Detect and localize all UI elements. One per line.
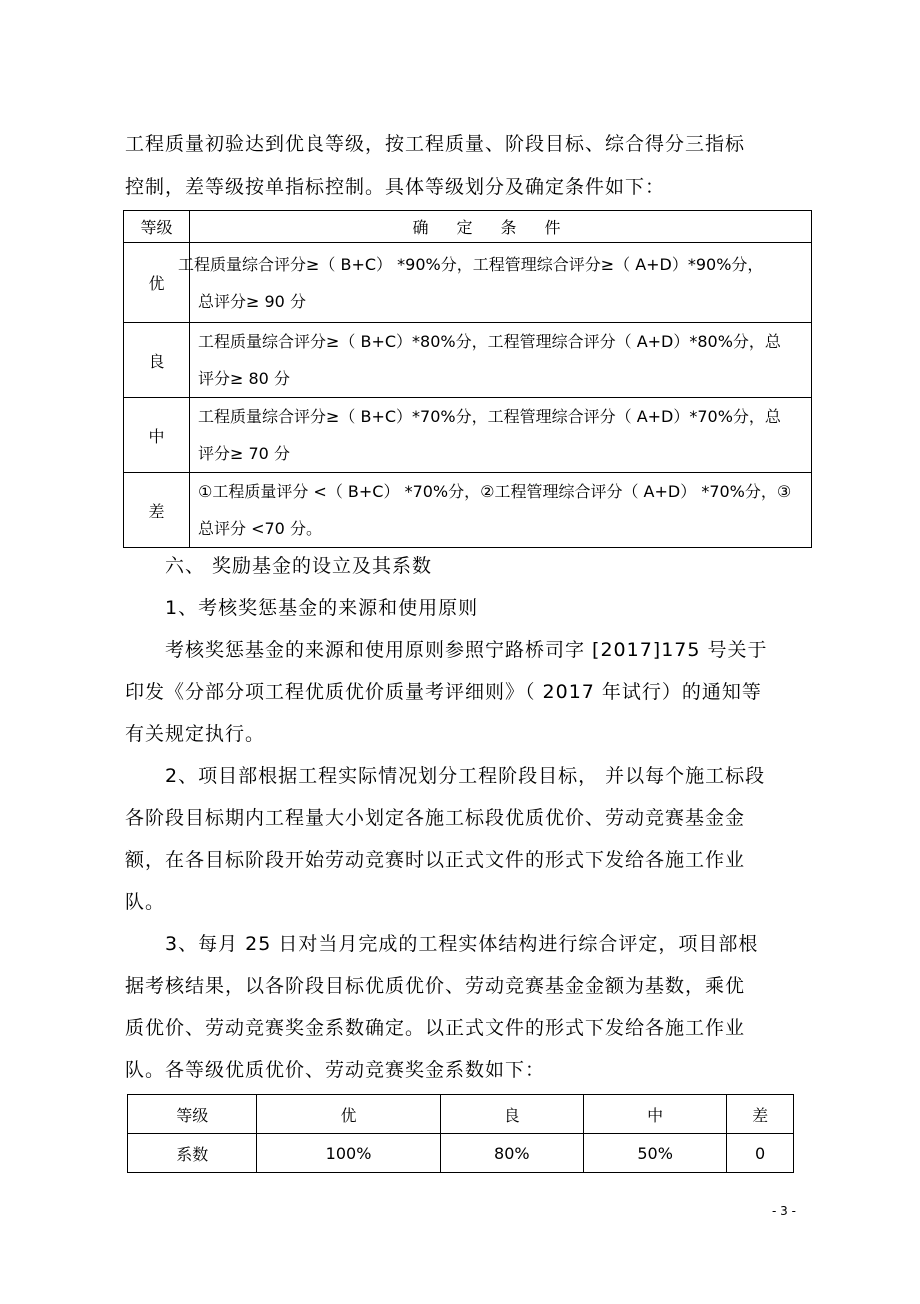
- condition-cell: [190, 473, 812, 548]
- condition-cell: [190, 323, 812, 398]
- section-6-title: 六、 奖励基金的设立及其系数: [165, 555, 433, 577]
- grade-row: [124, 473, 812, 548]
- paragraph-3-line: 据考核结果，以各阶段目标优质优价、劳动竞赛基金金额为基数，乘优: [125, 975, 746, 997]
- condition-cell: [190, 398, 812, 473]
- grade-cell: 优: [124, 243, 190, 323]
- grade-condition-table: [123, 210, 812, 548]
- intro-line-1: 工程质量初验达到优良等级，按工程质量、阶段目标、综合得分三指标: [125, 133, 746, 155]
- coef-header-cell: 差: [727, 1095, 794, 1134]
- coef-value-cell: 80%: [440, 1134, 583, 1173]
- paragraph-3-line: 队。各等级优质优价、劳动竞赛奖金系数如下：: [125, 1059, 546, 1081]
- coefficient-header-row: [128, 1095, 794, 1134]
- condition-line: 评分≥ 70 分: [198, 444, 290, 463]
- coef-value-cell: 0: [727, 1134, 794, 1173]
- condition-line: 总评分 <70 分。: [198, 519, 322, 538]
- paragraph-2-line: 队。: [125, 891, 166, 913]
- paragraph-2-line: 额，在各目标阶段开始劳动竞赛时以正式文件的形式下发给各施工作业: [125, 849, 746, 871]
- grade-cell: 中: [124, 398, 190, 473]
- condition-line: 工程质量综合评分≥（ B+C）*70%分，工程管理综合评分（ A+D）*70%分，总: [198, 407, 781, 426]
- coef-value-cell: 100%: [257, 1134, 440, 1173]
- grade-cell: 良: [124, 323, 190, 398]
- grade-row: [124, 243, 812, 323]
- paragraph-1-line: 考核奖惩基金的来源和使用原则参照宁路桥司字 [2017]175 号关于: [165, 639, 768, 661]
- coefficient-value-row: [128, 1134, 794, 1173]
- header-condition: 确定条件: [190, 211, 812, 243]
- grade-table-header-row: [124, 211, 812, 243]
- coef-header-cell: 等级: [128, 1095, 257, 1134]
- paragraph-1-line: 有关规定执行。: [125, 723, 266, 745]
- grade-row: [124, 323, 812, 398]
- coefficient-table: [127, 1094, 794, 1173]
- paragraph-3-line: 质优价、劳动竞赛奖金系数确定。以正式文件的形式下发给各施工作业: [125, 1017, 746, 1039]
- paragraph-3-line: 3、每月 25 日对当月完成的工程实体结构进行综合评定，项目部根: [165, 933, 759, 955]
- header-grade: 等级: [124, 211, 190, 243]
- condition-cell: [178, 243, 812, 323]
- grade-cell: 差: [124, 473, 190, 548]
- subsection-1-title: 1、考核奖惩基金的来源和使用原则: [165, 597, 479, 619]
- coef-value-cell: 50%: [583, 1134, 726, 1173]
- condition-line: ①工程质量评分 <（ B+C） *70%分，②工程管理综合评分（ A+D） *70%分，③: [198, 482, 792, 501]
- paragraph-2-line: 2、项目部根据工程实际情况划分工程阶段目标， 并以每个施工标段: [165, 765, 766, 787]
- paragraph-2-line: 各阶段目标期内工程量大小划定各施工标段优质优价、劳动竞赛基金金: [125, 807, 746, 829]
- grade-row: [124, 398, 812, 473]
- page-number: - 3 -: [772, 1204, 796, 1218]
- coef-header-cell: 良: [440, 1095, 583, 1134]
- paragraph-1-line: 印发《分部分项工程优质优价质量考评细则》（ 2017 年试行）的通知等: [125, 681, 762, 703]
- coef-header-cell: 优: [257, 1095, 440, 1134]
- condition-line: 评分≥ 80 分: [198, 369, 290, 388]
- condition-line: 总评分≥ 90 分: [198, 291, 306, 311]
- condition-line: 工程质量综合评分≥（ B+C） *90%分，工程管理综合评分≥（ A+D）*90%分，: [178, 254, 764, 274]
- coef-value-cell: 系数: [128, 1134, 257, 1173]
- condition-line: 工程质量综合评分≥（ B+C）*80%分，工程管理综合评分（ A+D）*80%分，总: [198, 332, 781, 351]
- coef-header-cell: 中: [583, 1095, 726, 1134]
- intro-line-2: 控制，差等级按单指标控制。具体等级划分及确定条件如下：: [125, 176, 666, 198]
